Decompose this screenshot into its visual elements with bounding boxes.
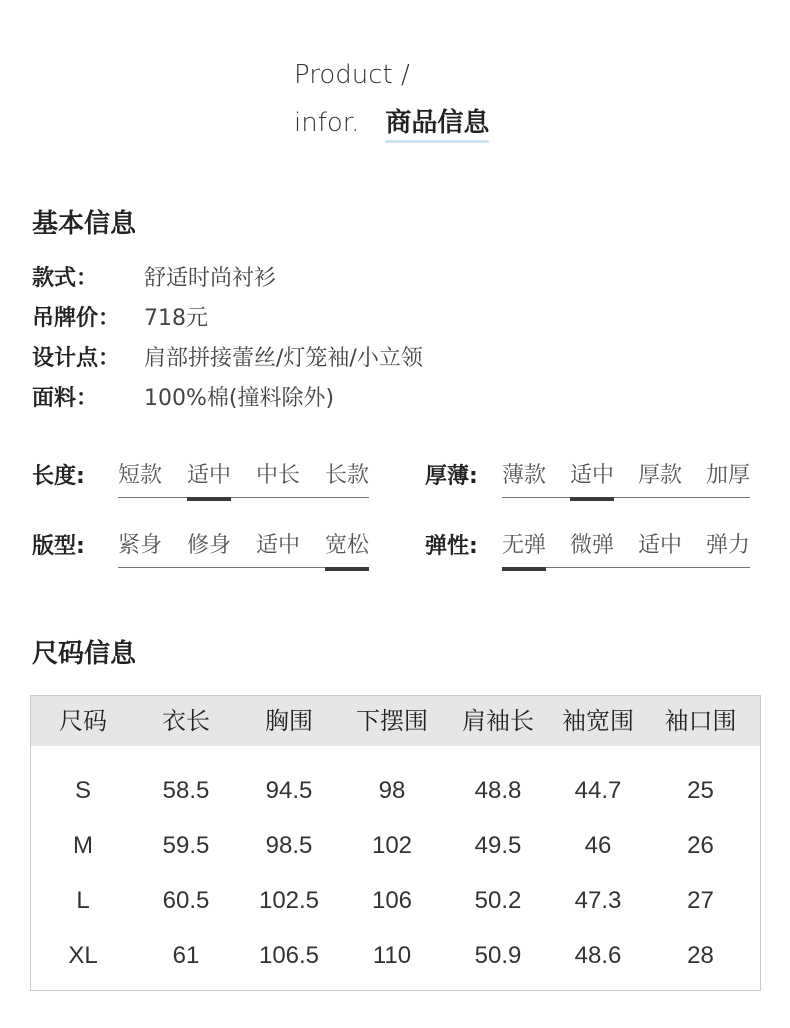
table-cell: 50.9 [474, 942, 522, 969]
table-cell: 106.5 [258, 942, 320, 969]
attr-option: 薄款 [502, 463, 547, 488]
table-cell: 44.7 [574, 777, 622, 804]
header-cell: 尺码 [59, 707, 107, 735]
table-cell: 28 [687, 942, 714, 969]
attr-elasticity [425, 527, 750, 567]
table-cell: 47.3 [574, 887, 622, 914]
attr-options [502, 527, 750, 568]
header-line2-cn: 商品信息 [385, 108, 490, 138]
table-cell: 27 [687, 887, 714, 914]
table-cell: 48.6 [574, 942, 622, 969]
info-label: 款式： [32, 266, 99, 291]
attr-option: 短款 [118, 463, 163, 488]
table-cell: 58.5 [162, 777, 210, 804]
product-info-header [294, 58, 489, 140]
header-cell: 肩袖长 [462, 707, 534, 735]
attr-fit [32, 527, 369, 567]
attr-options [502, 457, 750, 498]
table-cell: 50.2 [474, 887, 522, 914]
table-cell: 106 [371, 887, 413, 914]
attr-option: 适中 [187, 457, 231, 497]
table-cell: 102.5 [258, 887, 320, 914]
table-cell: S [74, 777, 91, 804]
table-cell: 59.5 [162, 832, 210, 859]
attr-option: 宽松 [325, 527, 369, 567]
attr-option: 加厚 [705, 463, 750, 488]
attr-length [32, 457, 369, 497]
table-cell: 94.5 [265, 777, 313, 804]
table-cell: 48.8 [474, 777, 522, 804]
table-cell: L [76, 887, 90, 914]
info-label: 面料： [32, 386, 99, 411]
table-cell: XL [68, 942, 98, 969]
info-value: 100%棉(撞料除外) [144, 386, 335, 411]
attr-thickness [425, 457, 750, 497]
attr-label: 厚薄: [425, 464, 478, 489]
attr-option: 适中 [637, 533, 682, 558]
attr-option: 无弹 [502, 527, 546, 567]
header-cell: 衣长 [162, 707, 210, 735]
header-line2 [294, 106, 489, 140]
attr-label: 版型: [32, 534, 85, 559]
attr-option: 紧身 [118, 533, 163, 558]
basic-info-title: 基本信息 [32, 209, 137, 239]
attr-label: 弹性: [425, 534, 478, 559]
header-line1: Product / [294, 60, 410, 90]
attr-option: 中长 [255, 463, 300, 488]
table-cell: 61 [172, 942, 200, 969]
info-label: 设计点： [32, 346, 121, 371]
table-cell: 98.5 [265, 832, 313, 859]
size-info-title: 尺码信息 [32, 639, 137, 669]
attr-option: 长款 [324, 463, 369, 488]
header-cell: 胸围 [265, 707, 313, 735]
attr-option: 适中 [255, 533, 300, 558]
attr-options [118, 457, 369, 498]
attr-label: 长度: [32, 464, 85, 489]
size-table [30, 695, 761, 991]
header-cell: 袖口围 [664, 707, 737, 735]
table-cell: 26 [687, 832, 714, 859]
attr-options [118, 527, 369, 568]
info-value: 肩部拼接蕾丝/灯笼袖/小立领 [144, 346, 423, 371]
info-value: 718元 [144, 306, 208, 331]
table-cell: 110 [372, 942, 412, 969]
table-cell: 102 [371, 832, 413, 859]
attr-option: 修身 [186, 533, 231, 558]
header-cell: 袖宽围 [562, 707, 634, 735]
size-table-header [31, 696, 760, 746]
table-cell: 98 [378, 777, 406, 804]
table-cell: M [73, 832, 93, 859]
table-cell: 46 [584, 832, 612, 859]
attr-option: 弹力 [705, 533, 750, 558]
table-cell: 25 [687, 777, 714, 804]
header-cell: 下摆围 [356, 707, 428, 735]
table-cell: 60.5 [162, 887, 210, 914]
info-value: 舒适时尚衬衫 [144, 266, 277, 291]
table-cell: 49.5 [474, 832, 522, 859]
info-label: 吊牌价： [32, 306, 121, 331]
attr-option: 适中 [570, 457, 614, 497]
attr-option: 厚款 [637, 463, 682, 488]
attr-option: 微弹 [569, 533, 614, 558]
header-line2-en: infor. [294, 108, 360, 138]
